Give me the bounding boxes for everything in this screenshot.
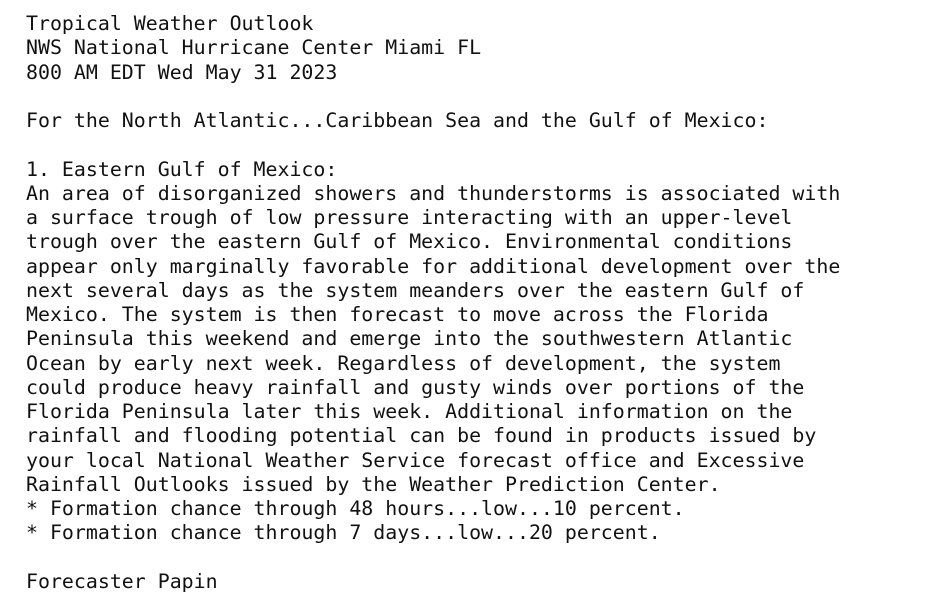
- spacer: [26, 546, 936, 570]
- body-line: a surface trough of low pressure interacting with an upper-level: [26, 206, 793, 229]
- outlook-document: [26, 12, 936, 594]
- region-intro: For the North Atlantic...Caribbean Sea and the Gulf of Mexico:: [26, 109, 769, 132]
- forecaster-signature: Forecaster Papin: [26, 569, 218, 593]
- body-line: An area of disorganized showers and thunderstorms is associated with: [26, 181, 841, 205]
- spacer: [26, 85, 936, 109]
- body-line: could produce heavy rainfall and gusty winds over portions of the: [26, 375, 805, 399]
- body-line: Peninsula this weekend and emerge into the southwestern Atlantic: [26, 327, 793, 351]
- body-line: Ocean by early next week. Regardless of development, the system: [26, 351, 781, 375]
- formation-chance-7d: * Formation chance through 7 days...low...20 percent.: [26, 521, 661, 545]
- body-line: trough over the eastern Gulf of Mexico. Environmental conditions: [26, 230, 793, 254]
- body-line: rainfall and flooding potential can be found in products issued by: [26, 424, 817, 448]
- formation-chance-48h: * Formation chance through 48 hours...low...10 percent.: [26, 497, 685, 520]
- body-line: Rainfall Outlooks issued by the Weather Prediction Center.: [26, 472, 721, 496]
- body-line: Mexico. The system is then forecast to move across the Florida: [26, 303, 769, 326]
- system-heading: 1. Eastern Gulf of Mexico:: [26, 157, 338, 181]
- body-line: next several days as the system meanders over the eastern Gulf of: [26, 278, 805, 302]
- spacer: [26, 133, 936, 157]
- issue-time: 800 AM EDT Wed May 31 2023: [26, 60, 338, 84]
- body-line: Florida Peninsula later this week. Additional information on the: [26, 400, 793, 423]
- body-line: appear only marginally favorable for additional development over the: [26, 254, 841, 278]
- issuing-office: NWS National Hurricane Center Miami FL: [26, 36, 482, 60]
- product-title: Tropical Weather Outlook: [26, 12, 314, 35]
- body-line: your local National Weather Service forecast office and Excessive: [26, 448, 805, 472]
